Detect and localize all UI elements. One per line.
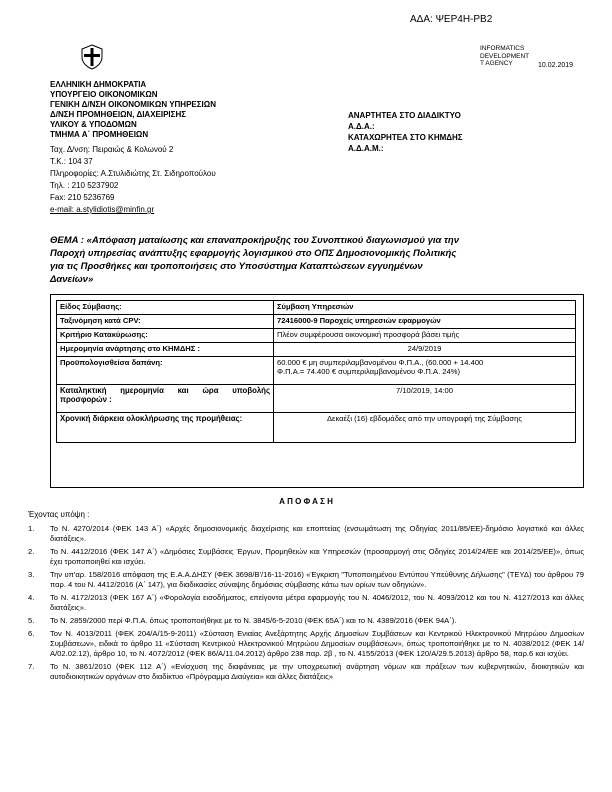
spec-value <box>274 301 576 315</box>
spec-row <box>57 343 576 357</box>
spec-value <box>274 357 576 385</box>
header-line: ΤΜΗΜΑ Α΄ ΠΡΟΜΗΘΕΙΩΝ <box>50 130 149 139</box>
contact-info: Πληροφορίες: Α.Στυλιδιώτης Στ. Σιδηροπούλου <box>50 169 216 178</box>
list-item-number: 5. <box>28 616 35 625</box>
spec-row <box>57 413 576 443</box>
spec-value <box>274 413 576 443</box>
informatics-stamp <box>480 45 529 68</box>
spec-value <box>274 343 576 357</box>
spec-row <box>57 357 576 385</box>
header-line: Δ/ΝΣΗ ΠΡΟΜΗΘΕΙΩΝ, ΔΙΑΧΕΙΡΙΣΗΣ <box>50 110 187 119</box>
list-item-number: 6. <box>28 629 35 638</box>
subject-line: Δανείων» <box>50 274 94 285</box>
spec-value-line: Δεκαέξι (16) εβδομάδες από την υπογραφή της Σύμβασης <box>326 414 522 423</box>
list-item <box>28 547 584 567</box>
spec-value-line: Φ.Π.Α.= 74.400 € συμπεριλαμβανομένου Φ.Π.Α. 24%) <box>277 367 461 376</box>
list-item <box>28 629 584 659</box>
list-item-text: Το Ν. 4172/2013 (ΦΕΚ 167 Α΄) «Φορολογία εισοδήματος, επείγοντα μέτρα εφαρμογής του Ν. 4046/2012, του Ν. 4093/2012 και του Ν. 4127/2013 και άλλες διατάξεις». <box>50 593 584 612</box>
spec-row <box>57 385 576 413</box>
list-item-text: Το Ν. 4412/2016 (ΦΕΚ 147 Α΄) «Δημόσιες Συμβάσεις Έργων, Προμηθειών και Υπηρεσιών (προσαρμογή στις Οδηγίες 2014/24/ΕΕ και 2014/25/ΕΕ)», όπως έχει τροποποιηθεί και ισχύει. <box>50 547 584 566</box>
spec-value <box>274 385 576 413</box>
spec-label: Είδος Σύμβασης: <box>57 301 274 315</box>
list-item-text: Την υπ'αρ. 158/2016 απόφαση της Ε.Α.Α.ΔΗΣΥ (ΦΕΚ 3698/Β'/16-11-2016) «Έγκριση "Τυποποιημένου Εντύπου Υπεύθυνης Δήλωσης" (ΤΕΥΔ) του άρθρου 79 παρ. 4 του Ν. 4412/2016 (Α΄ 147), για διαδικασίες σύναψης δημόσιας σύμβασης κάτω των ορίων των οδηγιών». <box>50 570 584 589</box>
header-right <box>348 110 463 154</box>
ada-code: ΑΔΑ: ΨΕΡ4Η-ΡΒ2 <box>410 14 493 25</box>
list-item-number: 4. <box>28 593 35 602</box>
post-internet: ΑΝΑΡΤΗΤΕΑ ΣΤΟ ΔΙΑΔΙΚΤΥΟ <box>348 111 461 120</box>
adam-field: Α.Δ.Α.Μ.: <box>348 144 384 153</box>
header-line: ΓΕΝΙΚΗ Δ/ΝΣΗ ΟΙΚΟΝΟΜΙΚΩΝ ΥΠΗΡΕΣΙΩΝ <box>50 100 216 109</box>
spec-label: Προϋπολογισθείσα δαπάνη: <box>57 357 274 385</box>
decision-title: Α Π Ο Φ Α Σ Η <box>279 497 333 506</box>
spec-value-line: 72416000-9 Παροχείς υπηρεσιών εφαρμογών <box>277 316 441 325</box>
informatics-date: 10.02.2019 <box>538 62 574 69</box>
spec-row <box>57 301 576 315</box>
spec-label: Χρονική διάρκεια ολοκλήρωσης της προμήθειας: <box>57 413 274 443</box>
list-item <box>28 593 584 613</box>
list-item-text: Το Ν. 2859/2000 περί Φ.Π.Α. όπως τροποποιήθηκε με το Ν. 3845/6-5-2010 (ΦΕΚ 65Α΄) και το Ν. 4389/2016 (ΦΕΚ 94Α΄). <box>50 616 457 625</box>
spec-value-line: 24/9/2019 <box>407 344 442 353</box>
greek-emblem-icon <box>80 44 104 70</box>
header-line: ΥΠΟΥΡΓΕΙΟ ΟΙΚΟΝΟΜΙΚΩΝ <box>50 90 158 99</box>
informatics-line: T AGENCY <box>480 60 513 67</box>
list-item <box>28 616 584 626</box>
informatics-line: DEVELOPMENT <box>480 52 530 60</box>
post-kimdis: ΚΑΤΑΧΩΡΗΤΕΑ ΣΤΟ ΚΗΜΔΗΣ <box>348 133 463 142</box>
header-line: ΕΛΛΗΝΙΚΗ ΔΗΜΟΚΡΑΤΙΑ <box>50 80 147 89</box>
spec-value-line: 60.000 € μη συμπεριλαμβανομένου Φ.Π.Α., (60.000 + 14.400 <box>277 358 484 367</box>
spec-value <box>274 315 576 329</box>
spec-label: Καταληκτική ημερομηνία και ώρα υποβολής προσφορών : <box>57 385 274 413</box>
contact-phone: Τηλ. : 210 5237902 <box>50 181 119 190</box>
list-item-number: 1. <box>28 524 35 533</box>
contact-address: Ταχ. Δ/νση: Πειραιώς & Κολωνού 2 <box>50 145 174 154</box>
spec-label: Ταξινόμηση κατά CPV: <box>57 315 274 329</box>
subject <box>50 234 578 286</box>
contact-fax: Fax: 210 5236769 <box>50 193 115 202</box>
spec-row <box>57 329 576 343</box>
contact-email[interactable]: e-mail: a.stylidiotis@minfin.gr <box>50 205 155 214</box>
spec-value-line: Σύμβαση Υπηρεσιών <box>277 302 354 311</box>
contact-block <box>50 144 216 216</box>
list-item-text: Τον Ν. 4013/2011 (ΦΕΚ 204/Α/15-9-2011) «Σύσταση Ενιαίας Ανεξάρτητης Αρχής Δημοσίων Συμβάσεων και Κεντρικού Ηλεκτρονικού Μητρώου Δημοσίων Συμβάσεων», ειδικά το άρθρο 11 «Σύσταση Κεντρικού Ηλεκτρονικού Μητρώου Δημοσίων συμβάσεων», όπως τροποποιήθηκε με το Ν. 4038/2012 (ΦΕΚ 14/Α/02.02.12), άρθρο 10, το Ν. 4072/2012 (ΦΕΚ 86/Α/11.04.2012) άρθρο 238 παρ. 2β , το Ν. 4155/2013 (ΦΕΚ 120/Α/29.5.2013) άρθρο 58, παρ.6 και ισχύει. <box>50 629 584 658</box>
ada-field: Α.Δ.Α.: <box>348 122 375 131</box>
list-item <box>28 570 584 590</box>
list-item-text: Το Ν. 3861/2010 (ΦΕΚ 112 Α΄) «Ενίσχυση της διαφάνειας με την υποχρεωτική ανάρτηση νόμων και πράξεων των κυβερνητικών, διοικητικών και αυτοδιοικητικών οργάνων στο διαδίκτυο «Πρόγραμμα Διαύγεια» και άλλες διατάξεις» <box>50 662 584 681</box>
list-item <box>28 524 584 544</box>
subject-line: Παροχή υπηρεσίας ανάπτυξης εφαρμογής λογισμικού στο ΟΠΣ Δημοσιονομικής Πολιτικής <box>50 248 457 259</box>
spec-table <box>56 300 576 443</box>
considerations-list <box>28 524 584 685</box>
contact-postcode: Τ.Κ.: 104 37 <box>50 157 93 166</box>
spec-value <box>274 329 576 343</box>
subject-line: για τις Προσθήκες και τροποποιήσεις στο Υποσύστημα Καταπτώσεων εγγυημένων <box>50 261 423 272</box>
list-item-number: 3. <box>28 570 35 579</box>
header-left <box>50 80 216 140</box>
list-item-text: Το Ν. 4270/2014 (ΦΕΚ 143 Α΄) «Αρχές δημοσιονομικής διαχείρισης και εποπτείας (ενσωμάτωση της Οδηγίας 2011/85/ΕΕ)-δημόσιο λογιστικό και άλλες διατάξεις». <box>50 524 584 543</box>
subject-line: ΘΕΜΑ : «Απόφαση ματαίωσης και επαναπροκήρυξης του Συνοπτικού διαγωνισμού για την <box>50 235 460 246</box>
spec-label: Κριτήριο Κατακύρωσης: <box>57 329 274 343</box>
list-item <box>28 662 584 682</box>
spec-value-line: Πλέον συμφέρουσα οικονομική προσφορά βάσει τιμής <box>277 330 460 339</box>
spec-label: Ημερομηνία ανάρτησης στο ΚΗΜΔΗΣ : <box>57 343 274 357</box>
spec-row <box>57 315 576 329</box>
list-item-number: 2. <box>28 547 35 556</box>
informatics-line: INFORMATICS <box>480 45 525 52</box>
intro: Έχοντας υπόψη : <box>28 510 90 519</box>
list-item-number: 7. <box>28 662 35 671</box>
spec-value-line: 7/10/2019, 14:00 <box>395 386 453 395</box>
header-line: ΥΛΙΚΟΥ & ΥΠΟΔΟΜΩΝ <box>50 120 137 129</box>
